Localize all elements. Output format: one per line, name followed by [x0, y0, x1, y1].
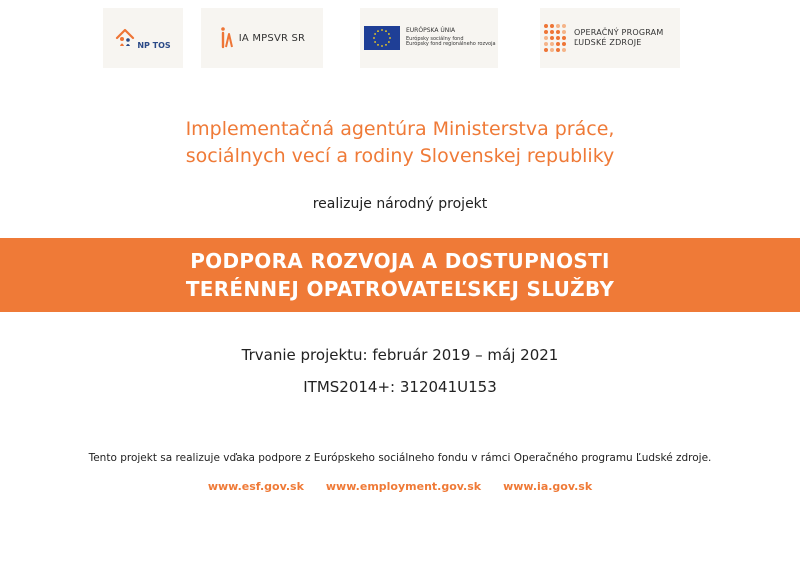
project-subtitle: realizuje národný projekt	[312, 196, 488, 212]
link-ia[interactable]: www.ia.gov.sk	[503, 480, 593, 493]
house-people-icon	[115, 27, 135, 49]
eu-fund-line-2: Európsky fond regionálneho rozvoja	[406, 41, 496, 48]
project-title-banner	[0, 238, 800, 312]
ia-mark-icon	[219, 26, 233, 50]
agency-title-line-1: Implementačná agentúra Ministerstva práce,	[185, 118, 615, 140]
op-ludske-zdroje-logo	[540, 8, 680, 68]
np-tos-label: NP TOS	[137, 40, 171, 50]
project-duration: Trvanie projektu: február 2019 – máj 2021	[241, 346, 559, 364]
ia-mpsvr-label: IA MPSVR SR	[238, 32, 306, 44]
links-row	[0, 480, 800, 493]
eu-logo	[360, 8, 498, 68]
op-line-1: OPERAČNÝ PROGRAM	[574, 27, 664, 37]
ia-mpsvr-logo	[201, 8, 323, 68]
support-note: Tento projekt sa realizuje vďaka podpore z Európskeho sociálneho fondu v rámci Operačného programu Ľudské zdroje.	[88, 452, 712, 464]
eu-flag-icon	[364, 26, 400, 50]
eu-fund-line-1: Európsky sociálny fond	[406, 35, 464, 42]
agency-title	[0, 116, 800, 170]
agency-title-line-2: sociálnych vecí a rodiny Slovenskej republiky	[185, 145, 615, 167]
project-title-line-1: PODPORA ROZVOJA A DOSTUPNOSTI	[190, 249, 610, 273]
project-title-line-2: TERÉNNEJ OPATROVATEĽSKEJ SLUŽBY	[185, 277, 615, 301]
dots-grid-icon	[544, 24, 566, 52]
op-line-2: ĽUDSKÉ ZDROJE	[574, 38, 642, 47]
np-tos-logo	[103, 8, 183, 68]
eu-heading: EURÓPSKA ÚNIA	[406, 26, 456, 34]
link-employment[interactable]: www.employment.gov.sk	[325, 480, 482, 493]
link-esf[interactable]: www.esf.gov.sk	[207, 480, 304, 493]
itms-code: ITMS2014+: 312041U153	[303, 378, 497, 396]
